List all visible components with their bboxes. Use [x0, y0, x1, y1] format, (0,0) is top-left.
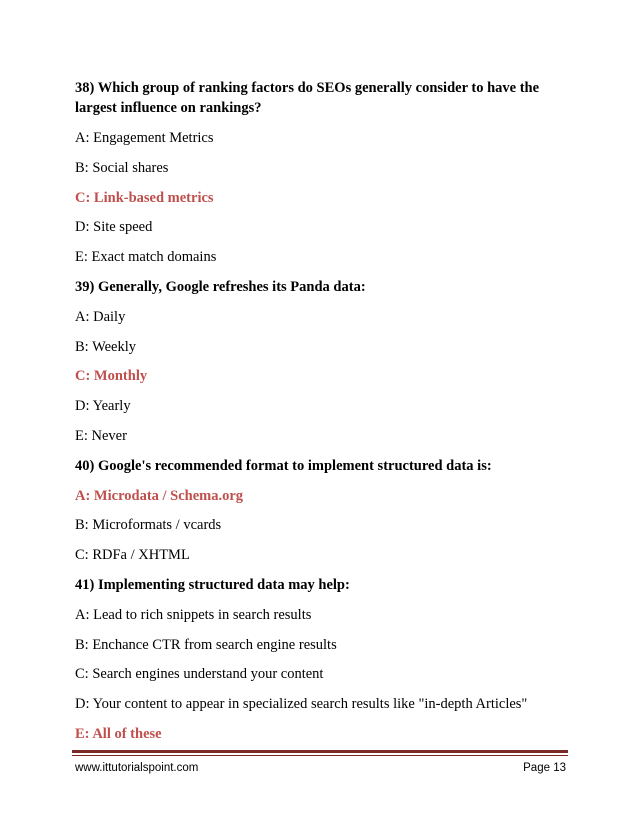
- question-41-option-c: C: Search engines understand your content: [75, 666, 324, 683]
- question-39-correct-answer: C: Monthly: [75, 368, 148, 385]
- question-39-option-d: D: Yearly: [75, 398, 131, 414]
- question-38-option-b: B: Social shares: [75, 159, 169, 176]
- question-39-option-e: E: Never: [75, 427, 127, 444]
- question-40: 40) Google's recommended format to implement structured data is:: [75, 457, 492, 474]
- question-38-option-a: A: Engagement Metrics: [75, 130, 214, 146]
- question-40-option-b: B: Microformats / vcards: [75, 517, 222, 534]
- question-40-option-c: C: RDFa / XHTML: [75, 547, 190, 563]
- question-38-option-d: D: Site speed: [75, 219, 153, 236]
- question-41-correct-answer: E: All of these: [75, 725, 162, 742]
- footer-rule-thin: [72, 755, 568, 756]
- footer-rule-thick: [72, 750, 568, 753]
- question-41-option-a: A: Lead to rich snippets in search results: [75, 606, 312, 623]
- question-38-correct-answer: C: Link-based metrics: [75, 189, 214, 206]
- question-39-option-b: B: Weekly: [75, 338, 136, 355]
- question-41-option-d: D: Your content to appear in specialized search results like "in-depth Articles": [75, 696, 528, 712]
- quiz-content: [75, 78, 575, 754]
- question-38-option-e: E: Exact match domains: [75, 249, 217, 265]
- footer-page-number: Page 13: [523, 762, 566, 774]
- question-41-option-b: B: Enchance CTR from search engine results: [75, 636, 337, 653]
- question-41: 41) Implementing structured data may help:: [75, 576, 350, 593]
- question-40-correct-answer: A: Microdata / Schema.org: [75, 487, 244, 504]
- footer-website-link[interactable]: www.ittutorialspoint.com: [75, 762, 199, 774]
- question-39-option-a: A: Daily: [75, 308, 126, 325]
- question-38: 38) Which group of ranking factors do SEOs generally consider to have the largest influence on rankings?: [75, 80, 540, 116]
- question-39: 39) Generally, Google refreshes its Panda data:: [75, 278, 366, 295]
